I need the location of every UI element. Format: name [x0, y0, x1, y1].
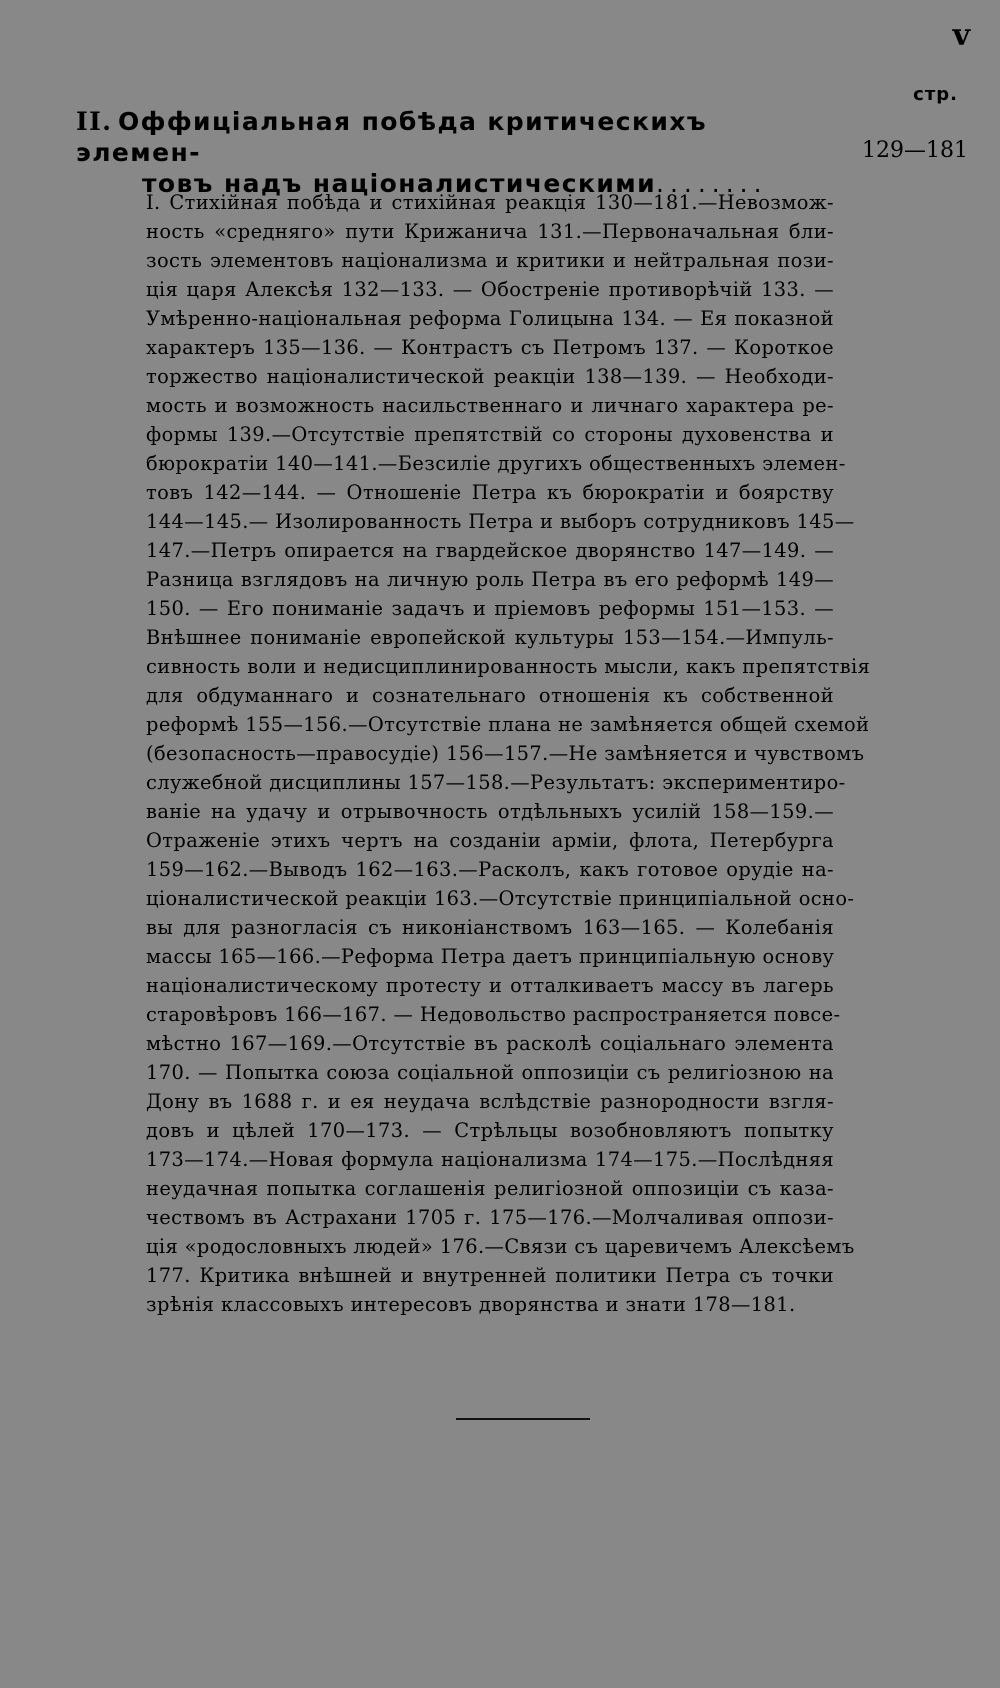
paragraph-line: вы для разногласія съ никоніанствомъ 163—165. — Колебанія [146, 916, 834, 939]
paragraph-line: 170. — Попытка союза соціальной оппозиціи съ религіозною на [146, 1061, 834, 1084]
section-title-line1: Оффиціальная побѣда критическихъ элемен- [76, 107, 707, 167]
paragraph-line: ность «средняго» пути Крижанича 131.—Первоначальная бли- [146, 220, 834, 243]
section-numeral: II. [76, 107, 113, 136]
paragraph-line: ція «родословныхъ людей» 176.—Связи съ царевичемъ Алексѣемъ [146, 1235, 855, 1258]
paragraph-line: ваніе на удачу и отрывочность отдѣльныхъ усилій 158—159.— [146, 800, 834, 823]
page-column-label: стр. [913, 84, 958, 105]
paragraph-line: чествомъ въ Астрахани 1705 г. 175—176.—Молчаливая оппози- [146, 1206, 834, 1229]
paragraph-line: сивность воли и недисциплинированность мысли, какъ препятствія [146, 655, 871, 678]
paragraph-line: (безопасность—правосудіе) 156—157.—Не замѣняется и чувствомъ [146, 742, 865, 765]
paragraph-line: ціоналистической реакціи 163.—Отсутствіе принципіальной осно- [146, 887, 855, 910]
page-number: v [952, 18, 970, 53]
paragraph-line: Внѣшнее пониманіе европейской культуры 153—154.—Импуль- [146, 626, 834, 649]
paragraph-line: довъ и цѣлей 170—173. — Стрѣльцы возобновляютъ попытку [146, 1119, 834, 1142]
paragraph-line: служебной дисциплины 157—158.—Результатъ: экспериментиро- [146, 771, 846, 794]
paragraph-line: мѣстно 167—169.—Отсутствіе въ расколѣ соціальнаго элемента [146, 1032, 834, 1055]
paragraph-line: бюрократіи 140—141.—Безсиліе другихъ общественныхъ элемен- [146, 452, 846, 475]
paragraph-line: для обдуманнаго и сознательнаго отношенія къ собственной [146, 684, 834, 707]
paragraph-line: старовѣровъ 166—167. — Недовольство распространяется повсе- [146, 1003, 841, 1026]
section-summary-paragraph [146, 188, 871, 1319]
paragraph-line: Разница взглядовъ на личную роль Петра въ его реформѣ 149— [146, 568, 834, 591]
paragraph-line: 144—145.— Изолированность Петра и выборъ сотрудниковъ 145— [146, 510, 855, 533]
paragraph-line: 177. Критика внѣшней и внутренней политики Петра съ точки [146, 1264, 834, 1287]
horizontal-rule [456, 1418, 590, 1420]
paragraph-line: массы 165—166.—Реформа Петра даетъ принципіальную основу [146, 945, 835, 968]
paragraph-line: формы 139.—Отсутствіе препятствій со стороны духовенства и [146, 423, 834, 446]
paragraph-line: 147.—Петръ опирается на гвардейское дворянство 147—149. — [146, 539, 834, 562]
paragraph-line: товъ 142—144. — Отношеніе Петра къ бюрократіи и боярству [146, 481, 834, 504]
section-heading [76, 106, 836, 199]
dot-leader: ........ [656, 169, 768, 198]
paragraph-line: ція царя Алексѣя 132—133. — Обостреніе противорѣчій 133. — [146, 278, 834, 301]
paragraph-line: характеръ 135—136. — Контрастъ съ Петромъ 137. — Короткое [146, 336, 834, 359]
paragraph-line: мость и возможность насильственнаго и личнаго характера ре- [146, 394, 834, 417]
paragraph-line: 159—162.—Выводъ 162—163.—Расколъ, какъ готовое орудіе на- [146, 858, 834, 881]
paragraph-line: зрѣнія классовыхъ интересовъ дворянства и знати 178—181. [146, 1293, 796, 1316]
paragraph-line: реформѣ 155—156.—Отсутствіе плана не замѣняется общей схемой [146, 713, 870, 736]
paragraph-line: 150. — Его пониманіе задачъ и пріемовъ реформы 151—153. — [146, 597, 834, 620]
paragraph-line: Отраженіе этихъ чертъ на созданіи арміи, флота, Петербурга [146, 829, 834, 852]
section-page-range: 129—181 [862, 138, 968, 163]
paragraph-line: 173—174.—Новая формула націонализма 174—175.—Послѣдняя [146, 1148, 834, 1171]
paragraph-line: торжество націоналистической реакціи 138—139. — Необходи- [146, 365, 834, 388]
paragraph-line: зость элементовъ націонализма и критики и нейтральная пози- [146, 249, 834, 272]
paragraph-line: I. Стихійная побѣда и стихійная реакція 130—181.—Невозмож- [146, 191, 834, 214]
paragraph-line: Дону въ 1688 г. и ея неудача вслѣдствіе разнородности взгля- [146, 1090, 834, 1113]
paragraph-line: Умѣренно-національная реформа Голицына 134. — Ея показной [146, 307, 834, 330]
paragraph-line: неудачная попытка соглашенія религіозной оппозиціи съ каза- [146, 1177, 834, 1200]
paragraph-line: націоналистическому протесту и отталкиваетъ массу въ лагерь [146, 974, 834, 997]
section-title-line2: товъ надъ націоналистическими [142, 169, 656, 198]
